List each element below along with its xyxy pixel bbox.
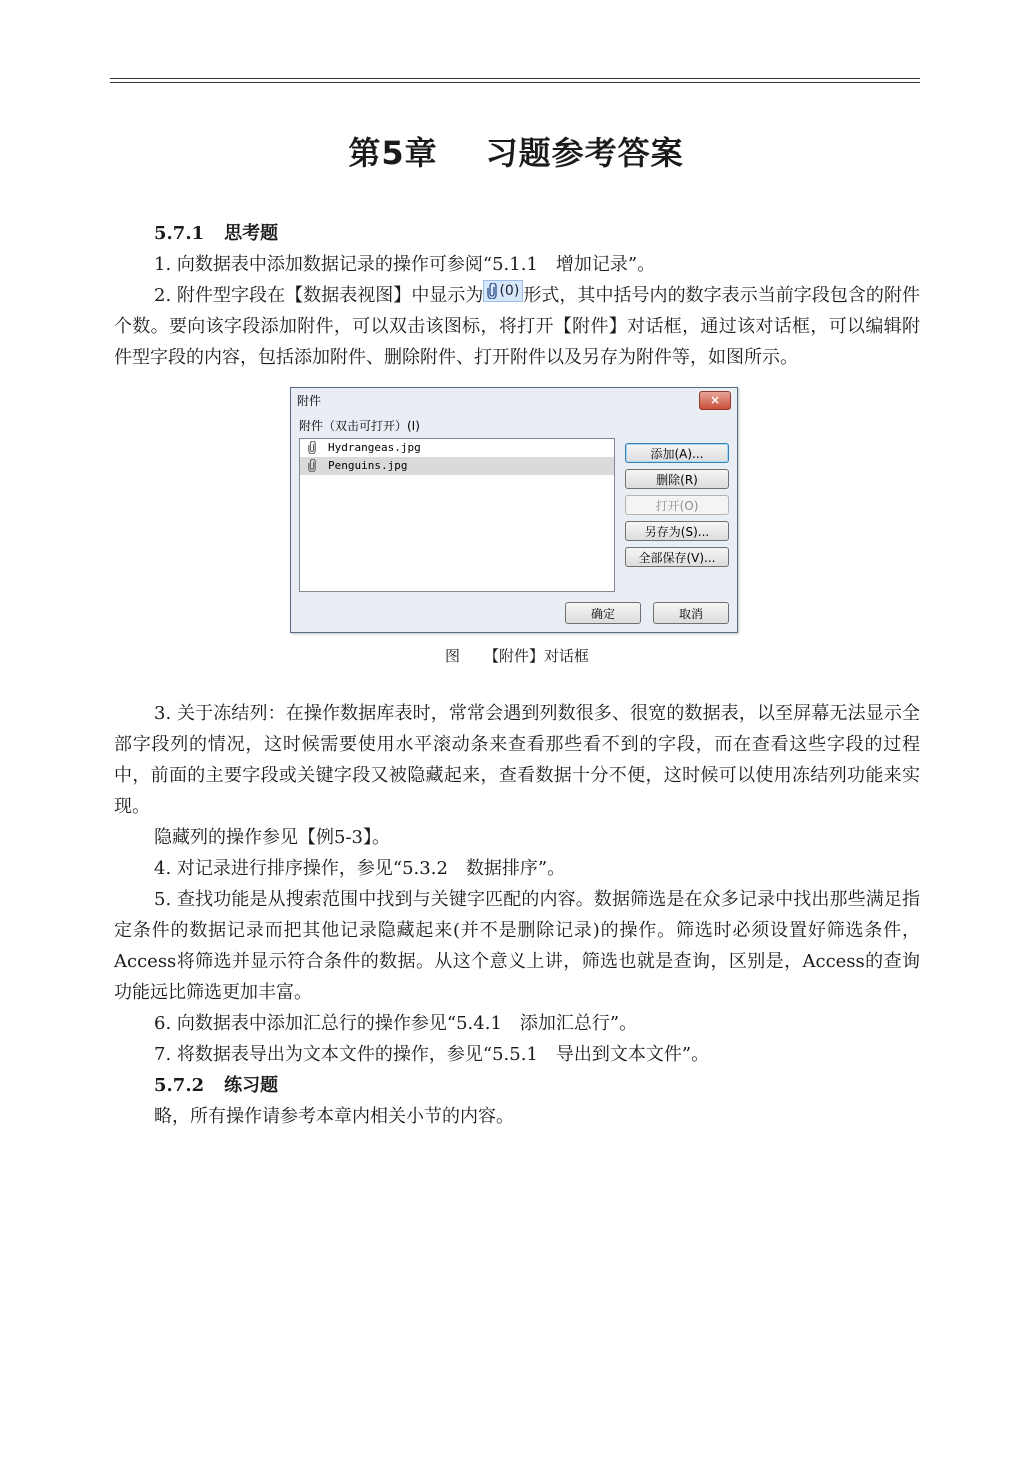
paragraph-exercises: 略，所有操作请参考本章内相关小节的内容。 xyxy=(154,1106,514,1127)
section-heading-5-7-2 xyxy=(114,1070,920,1101)
paragraph-2-start: 2. 附件型字段在【数据表视图】中显示为 xyxy=(154,285,484,306)
paperclip-icon xyxy=(487,283,497,299)
section-title: 思考题 xyxy=(224,223,279,244)
add-button[interactable]: 添加(A)... xyxy=(625,443,729,463)
attachments-label: 附件（双击可打开）(I) xyxy=(299,419,420,433)
paragraph-2 xyxy=(114,280,920,373)
attachment-field-sample xyxy=(483,280,523,302)
section-heading-5-7-1 xyxy=(114,218,920,249)
dialog-title: 附件 xyxy=(297,394,322,408)
list-item[interactable] xyxy=(300,457,614,475)
paragraph-7: 7. 将数据表导出为文本文件的操作，参见“5.5.1 导出到文本文件”。 xyxy=(154,1044,710,1065)
paperclip-icon xyxy=(308,459,316,472)
chapter-number: 第5章 xyxy=(348,134,438,172)
page-content xyxy=(114,218,920,1132)
paragraph-6: 6. 向数据表中添加汇总行的操作参见“5.4.1 添加汇总行”。 xyxy=(154,1013,638,1034)
close-button[interactable]: × xyxy=(699,391,731,410)
caption-text: 【附件】对话框 xyxy=(484,647,590,665)
section-title: 练习题 xyxy=(224,1075,279,1096)
ok-button[interactable]: 确定 xyxy=(565,602,641,624)
section-number: 5.7.1 xyxy=(154,223,205,244)
figure-caption xyxy=(114,645,920,666)
open-button[interactable]: 打开(O) xyxy=(625,495,729,515)
file-name: Hydrangeas.jpg xyxy=(328,441,421,454)
chapter-title-text: 习题参考答案 xyxy=(485,134,684,172)
list-item[interactable] xyxy=(300,439,614,457)
file-name: Penguins.jpg xyxy=(328,459,408,472)
paragraph-2-end: 形式，其中括号内的数字表示当前字段包含的附件个数。要向该字段添加附件，可以双击该图标，将打开【附件】对话框，通过该对话框，可以编辑附件型字段的内容，包括添加附件、删除附件、打开附件以及另存为附件等，如图所示。 xyxy=(114,285,920,368)
attachments-list[interactable] xyxy=(299,438,615,592)
attachments-dialog xyxy=(290,387,738,633)
paperclip-icon xyxy=(308,441,316,454)
save-as-button[interactable]: 另存为(S)... xyxy=(625,521,729,541)
attachment-count: (0) xyxy=(499,283,520,299)
delete-button[interactable]: 删除(R) xyxy=(625,469,729,489)
chapter-title xyxy=(0,128,1032,174)
caption-prefix: 图 xyxy=(444,647,460,665)
paragraph-5: 5. 查找功能是从搜索范围中找到与关键字匹配的内容。数据筛选是在众多记录中找出那些满足指定条件的数据记录而把其他记录隐藏起来(并不是删除记录)的操作。筛选时必须设置好筛选条件，Access将筛选并显示符合条件的数据。从这个意义上讲，筛选也就是查询，区别是，Access的查询功能远比筛选更加丰富。 xyxy=(114,889,920,1003)
paragraph-3: 3. 关于冻结列：在操作数据库表时，常常会遇到列数很多、很宽的数据表，以至屏幕无法显示全部字段列的情况，这时候需要使用水平滚动条来查看那些看不到的字段，而在查看这些字段的过程中，前面的主要字段或关键字段又被隐藏起来，查看数据十分不便，这时候可以使用冻结列功能来实现。 xyxy=(114,703,920,817)
figure xyxy=(290,387,738,633)
header-rule-thin xyxy=(110,82,920,83)
save-all-button[interactable]: 全部保存(V)... xyxy=(625,547,729,567)
paragraph-3b: 隐藏列的操作参见【例5-3】。 xyxy=(154,827,390,848)
header-rule xyxy=(110,78,920,79)
paragraph-1: 1. 向数据表中添加数据记录的操作可参阅“5.1.1 增加记录”。 xyxy=(154,254,656,275)
paragraph-4: 4. 对记录进行排序操作，参见“5.3.2 数据排序”。 xyxy=(154,858,566,879)
cancel-button[interactable]: 取消 xyxy=(653,602,729,624)
section-number: 5.7.2 xyxy=(154,1075,205,1096)
